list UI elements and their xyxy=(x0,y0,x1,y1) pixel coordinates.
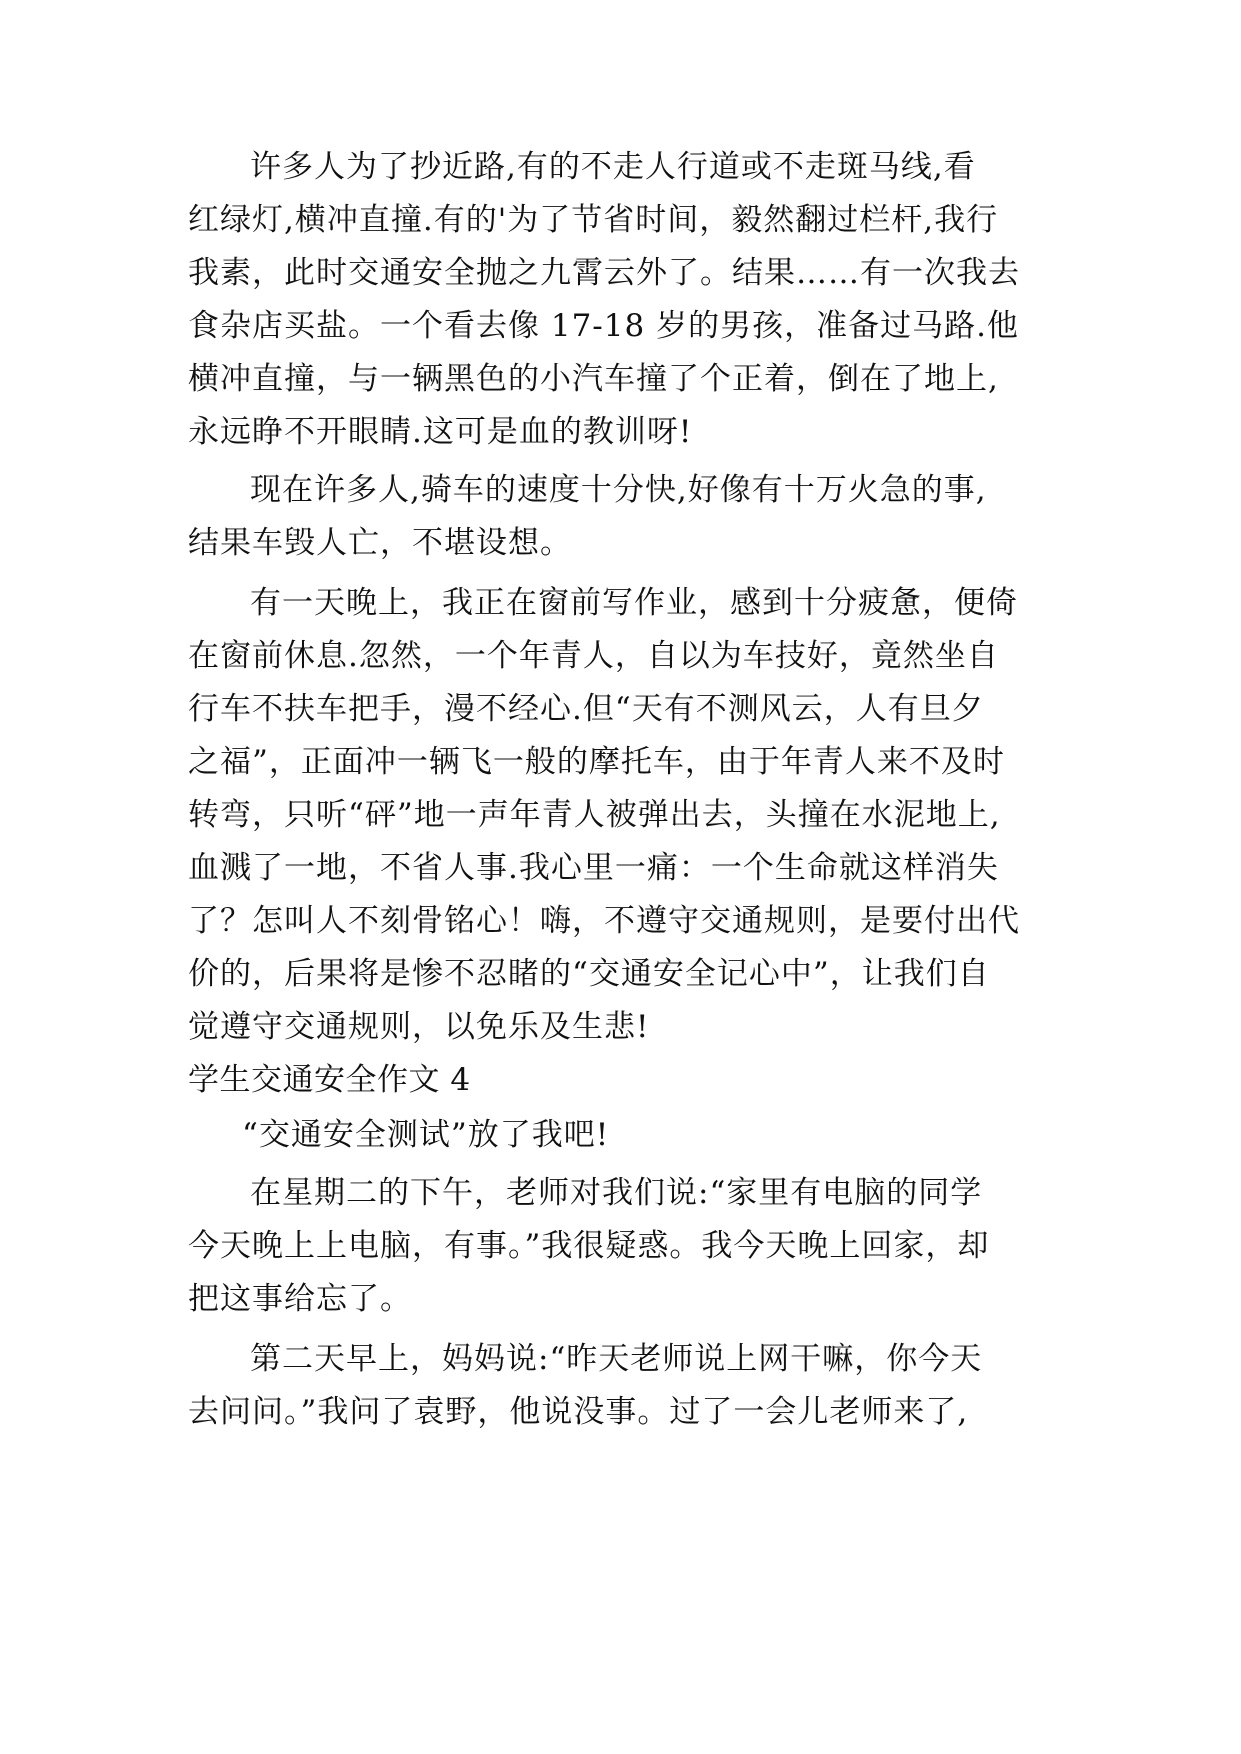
paragraph-line: 行车不扶车把手，漫不经心.但“天有不测风云，人有旦夕 xyxy=(188,691,984,727)
paragraph-line: 有一天晚上，我正在窗前写作业，感到十分疲惫，便倚 xyxy=(250,585,1018,621)
paragraph-line: 之福”，正面冲一辆飞一般的摩托车，由于年青人来不及时 xyxy=(188,744,1005,780)
paragraph-line: 在星期二的下午，老师对我们说:“家里有电脑的同学 xyxy=(250,1175,983,1211)
paragraph-line: 了？怎叫人不刻骨铭心！嗨，不遵守交通规则，是要付出代 xyxy=(188,903,1020,939)
essay-subtitle: “交通安全测试”放了我吧! xyxy=(242,1117,610,1153)
section-heading: 学生交通安全作文 4 xyxy=(188,1062,471,1098)
paragraph-line: 血溅了一地，不省人事.我心里一痛：一个生命就这样消失 xyxy=(188,850,999,886)
paragraph-line: 第二天早上，妈妈说:“昨天老师说上网干嘛，你今天 xyxy=(250,1341,983,1377)
paragraph-line: 食杂店买盐。一个看去像 17-18 岁的男孩，准备过马路.他 xyxy=(188,308,1019,344)
paragraph-line: 今天晚上上电脑，有事。”我很疑惑。我今天晚上回家，却 xyxy=(188,1228,990,1264)
paragraph-line: 永远睁不开眼睛.这可是血的教训呀! xyxy=(188,414,693,450)
paragraph-line: 在窗前休息.忽然，一个年青人，自以为车技好，竟然坐自 xyxy=(188,638,999,674)
paragraph-line: 横冲直撞，与一辆黑色的小汽车撞了个正着，倒在了地上, xyxy=(188,361,999,397)
paragraph-line: 转弯，只听“砰”地一声年青人被弹出去，头撞在水泥地上, xyxy=(188,797,1001,833)
paragraph-line: 价的，后果将是惨不忍睹的“交通安全记心中”，让我们自 xyxy=(188,956,990,992)
paragraph-line: 红绿灯,横冲直撞.有的'为了节省时间，毅然翻过栏杆,我行 xyxy=(188,202,999,238)
paragraph-line: 去问问。”我问了袁野，他说没事。过了一会儿老师来了, xyxy=(188,1394,969,1430)
paragraph-line: 结果车毁人亡，不堪设想。 xyxy=(188,525,572,561)
paragraph-line: 许多人为了抄近路,有的不走人行道或不走斑马线,看 xyxy=(250,149,976,185)
paragraph-line: 我素，此时交通安全抛之九霄云外了。结果……有一次我去 xyxy=(188,255,1020,291)
paragraph-line: 觉遵守交通规则，以免乐及生悲! xyxy=(188,1009,650,1045)
paragraph-line: 把这事给忘了。 xyxy=(188,1281,412,1317)
paragraph-line: 现在许多人,骑车的速度十分快,好像有十万火急的事, xyxy=(250,472,987,508)
